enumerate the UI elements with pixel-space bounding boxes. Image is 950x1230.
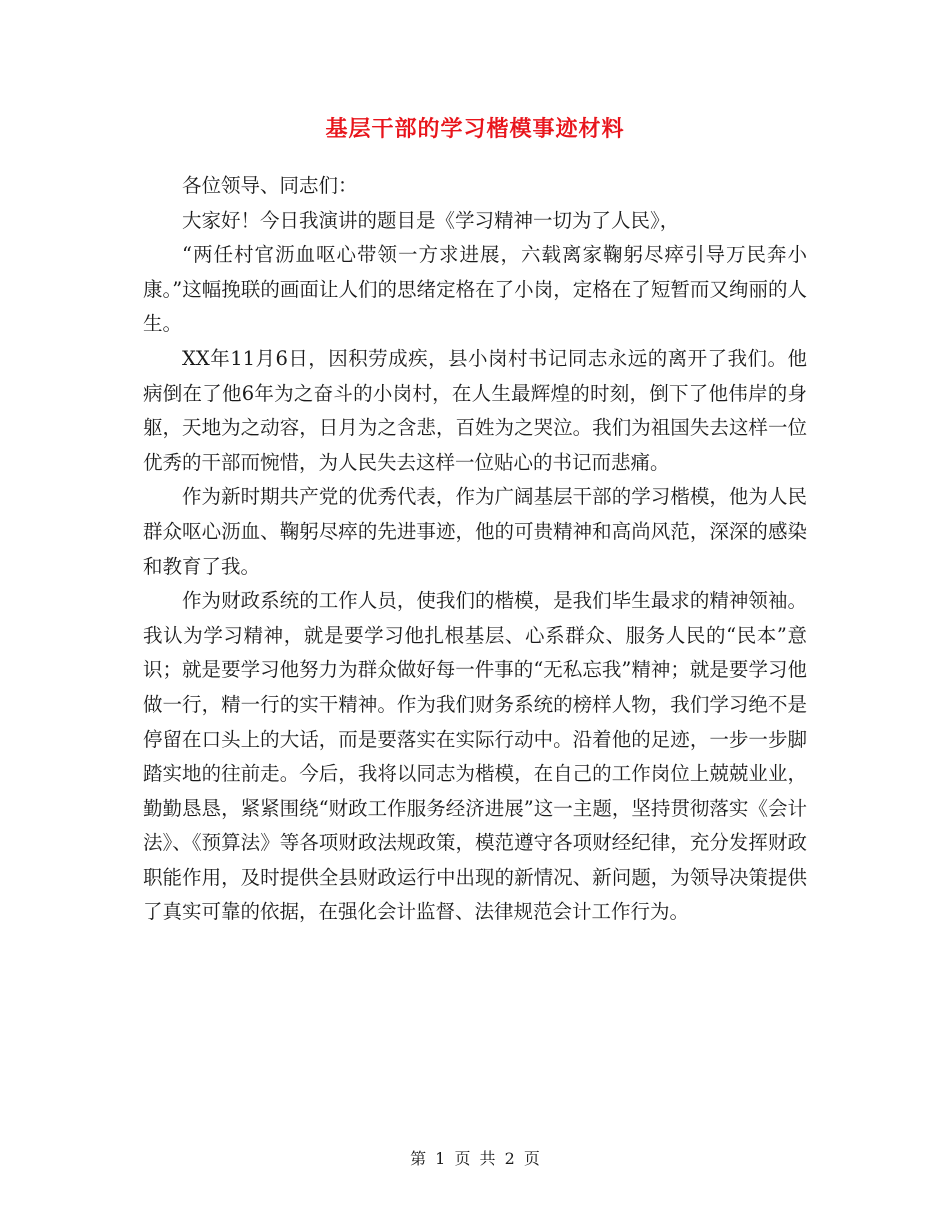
paragraph-representative: 作为新时期共产党的优秀代表，作为广阔基层干部的学习楷模，他为人民群众呕心沥血、鞠躬尽瘁的先进事迹，他的可贵精神和高尚风范，深深的感染和教育了我。 <box>143 485 807 578</box>
document-body <box>143 169 807 930</box>
paragraph-couplet: “两任村官沥血呕心带领一方求进展，六载离家鞠躬尽瘁引导万民奔小康。”这幅挽联的画面让人们的思绪定格在了小岗，定格在了短暂而又绚丽的人生。 <box>143 243 807 336</box>
page-number-footer: 第 1 页 共 2 页 <box>410 1149 540 1168</box>
document-title: 基层干部的学习楷模事迹材料 <box>325 117 625 142</box>
paragraph-finance-staff: 作为财政系统的工作人员，使我们的楷模，是我们毕生最求的精神领袖。我认为学习精神，就是要学习他扎根基层、心系群众、服务人民的“民本”意识；就是要学习他努力为群众做好每一件事的“无私忘我”精神；就是要学习他做一行，精一行的实干精神。作为我们财务系统的榜样人物，我们学习绝不是停留在口头上的大话，而是要落实在实际行动中。沿着他的足迹，一步一步脚踏实地的往前走。今后，我将以同志为楷模，在自己的工作岗位上兢兢业业，勤勤恳恳，紧紧围绕“财政工作服务经济进展”这一主题，坚持贯彻落实《会计法》、《预算法》等各项财政法规政策，模范遵守各项财经纪律，充分发挥财政职能作用，及时提供全县财政运行中出现的新情况、新问题，为领导决策提供了真实可靠的依据，在强化会计监督、法律规范会计工作行为。 <box>143 589 807 924</box>
paragraph-salutation: 各位领导、同志们： <box>182 174 358 197</box>
paragraph-passing: XX年11月6日，因积劳成疾，县小岗村书记同志永远的离开了我们。他病倒在了他6年为之奋斗的小岗村，在人生最辉煌的时刻，倒下了他伟岸的身躯，天地为之动容，日月为之含悲，百姓为之哭泣。我们为祖国失去这样一位优秀的干部而惋惜，为人民失去这样一位贴心的书记而悲痛。 <box>143 346 807 474</box>
paragraph-greeting: 大家好！今日我演讲的题目是《学习精神一切为了人民》， <box>182 208 680 232</box>
